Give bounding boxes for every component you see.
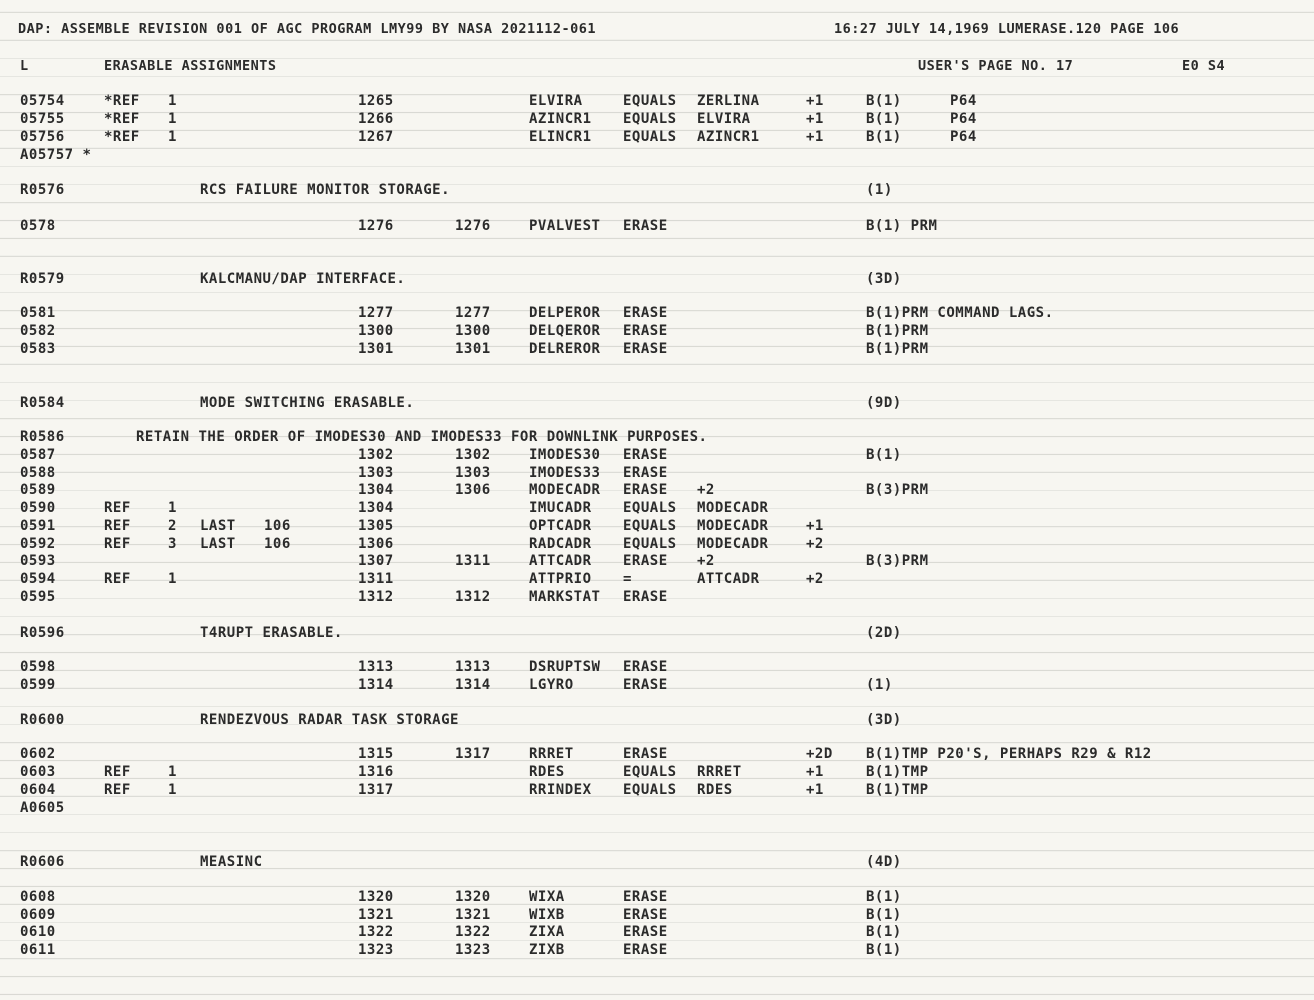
ref-marker: *REF (104, 129, 140, 145)
sequence-number: R0596 (20, 625, 65, 641)
end-address: 1312 (455, 589, 491, 605)
listing-row (0, 481, 1314, 499)
opcode: ERASE (623, 746, 668, 762)
address: 1306 (358, 536, 394, 552)
symbol-name: AZINCR1 (529, 111, 592, 127)
remark: B(3)PRM (866, 553, 929, 569)
end-address: 1323 (455, 942, 491, 958)
address: 1301 (358, 341, 394, 357)
address: 1316 (358, 764, 394, 780)
operand: ELVIRA (697, 111, 751, 127)
increment: +1 (806, 782, 824, 798)
page-header (0, 20, 1314, 38)
section-title: ERASABLE ASSIGNMENTS (104, 58, 277, 74)
symbol-name: IMODES30 (529, 447, 601, 463)
remark: (1) (866, 677, 893, 693)
sequence-number: 0581 (20, 305, 56, 321)
listing-row (0, 676, 1314, 694)
sequence-number: 0610 (20, 924, 56, 940)
opcode: ERASE (623, 323, 668, 339)
assembly-title: DAP: ASSEMBLE REVISION 001 OF AGC PROGRAM LMY99 BY NASA 2021112-061 (18, 21, 597, 37)
comment-row (0, 181, 1314, 199)
symbol-name: MODECADR (529, 482, 601, 498)
last-marker: LAST (200, 536, 236, 552)
comment-row (0, 270, 1314, 288)
symbol-name: OPTCADR (529, 518, 592, 534)
end-address: 1300 (455, 323, 491, 339)
ref-marker: *REF (104, 111, 140, 127)
ref-marker: REF (104, 764, 131, 780)
address: 1307 (358, 553, 394, 569)
symbol-name: DELQEROR (529, 323, 601, 339)
sequence-number: 0587 (20, 447, 56, 463)
end-address: 1302 (455, 447, 491, 463)
end-address: 1276 (455, 218, 491, 234)
increment: +2 (806, 536, 824, 552)
listing-row (0, 446, 1314, 464)
address: 1323 (358, 942, 394, 958)
opcode: ERASE (623, 465, 668, 481)
sequence-number: R0584 (20, 395, 65, 411)
size-note: (3D) (866, 712, 902, 728)
opcode: EQUALS (623, 500, 677, 516)
remark: B(1) (866, 924, 902, 940)
sequence-number: R0579 (20, 271, 65, 287)
sequence-number: 0578 (20, 218, 56, 234)
listing-row (0, 92, 1314, 110)
opcode: EQUALS (623, 93, 677, 109)
address: 1322 (358, 924, 394, 940)
listing-row (0, 906, 1314, 924)
symbol-name: RADCADR (529, 536, 592, 552)
symbol-name: PVALVEST (529, 218, 601, 234)
sequence-number: 0598 (20, 659, 56, 675)
listing-row (0, 552, 1314, 570)
symbol-name: DSRUPTSW (529, 659, 601, 675)
opcode: ERASE (623, 889, 668, 905)
sequence-number: 05754 (20, 93, 65, 109)
increment: +1 (806, 518, 824, 534)
end-address: 1301 (455, 341, 491, 357)
sequence-number: A05757 * (20, 147, 92, 163)
listing-row (0, 799, 1314, 817)
end-address: 1320 (455, 889, 491, 905)
program-tag: P64 (950, 129, 977, 145)
opcode: EQUALS (623, 518, 677, 534)
remark: B(1)PRM COMMAND LAGS. (866, 305, 1054, 321)
symbol-name: WIXB (529, 907, 565, 923)
comment-row (0, 428, 1314, 446)
sequence-number: R0600 (20, 712, 65, 728)
address: 1312 (358, 589, 394, 605)
end-address: 1303 (455, 465, 491, 481)
end-address: 1314 (455, 677, 491, 693)
listing-row (0, 570, 1314, 588)
remark: B(1) (866, 111, 902, 127)
remark: B(1) (866, 907, 902, 923)
sequence-number: 0588 (20, 465, 56, 481)
comment-text: RENDEZVOUS RADAR TASK STORAGE (200, 712, 459, 728)
listing-row (0, 888, 1314, 906)
ref-count: 1 (168, 111, 177, 127)
opcode: ERASE (623, 305, 668, 321)
ref-marker: REF (104, 782, 131, 798)
end-address: 1322 (455, 924, 491, 940)
end-address: 1306 (455, 482, 491, 498)
address: 1265 (358, 93, 394, 109)
comment-row (0, 394, 1314, 412)
sequence-number: 0595 (20, 589, 56, 605)
address: 1320 (358, 889, 394, 905)
ref-count: 1 (168, 571, 177, 587)
comment-text: T4RUPT ERASABLE. (200, 625, 343, 641)
program-tag: P64 (950, 93, 977, 109)
user-page-number: USER'S PAGE NO. 17 (918, 58, 1074, 74)
increment: +1 (806, 93, 824, 109)
operand: MODECADR (697, 518, 769, 534)
operand: +2 (697, 482, 715, 498)
listing-row (0, 128, 1314, 146)
listing-row (0, 340, 1314, 358)
opcode: ERASE (623, 553, 668, 569)
program-tag: P64 (950, 111, 977, 127)
remark: B(1) PRM (866, 218, 938, 234)
listing-row (0, 217, 1314, 235)
operand: MODECADR (697, 536, 769, 552)
remark: B(1)TMP P20'S, PERHAPS R29 & R12 (866, 746, 1152, 762)
sequence-number: 0611 (20, 942, 56, 958)
opcode: EQUALS (623, 536, 677, 552)
size-note: (2D) (866, 625, 902, 641)
symbol-name: LGYRO (529, 677, 574, 693)
sequence-number: 0593 (20, 553, 56, 569)
increment: +2D (806, 746, 833, 762)
end-address: 1317 (455, 746, 491, 762)
symbol-name: IMUCADR (529, 500, 592, 516)
operand: MODECADR (697, 500, 769, 516)
address: 1311 (358, 571, 394, 587)
ref-count: 1 (168, 782, 177, 798)
address: 1302 (358, 447, 394, 463)
listing-row (0, 588, 1314, 606)
ref-count: 1 (168, 129, 177, 145)
listing-row (0, 745, 1314, 763)
listing-row (0, 941, 1314, 959)
remark: B(1) (866, 889, 902, 905)
end-address: 1311 (455, 553, 491, 569)
operand: ATTCADR (697, 571, 760, 587)
sequence-number: 0591 (20, 518, 56, 534)
sequence-number: 0592 (20, 536, 56, 552)
remark: B(1) (866, 93, 902, 109)
address: 1315 (358, 746, 394, 762)
listing-row (0, 535, 1314, 553)
address: 1300 (358, 323, 394, 339)
opcode: ERASE (623, 218, 668, 234)
remark: B(1)TMP (866, 764, 929, 780)
address: 1277 (358, 305, 394, 321)
symbol-name: DELREROR (529, 341, 601, 357)
comment-text: RCS FAILURE MONITOR STORAGE. (200, 182, 451, 198)
remark: B(1)PRM (866, 341, 929, 357)
ref-marker: REF (104, 500, 131, 516)
symbol-name: RDES (529, 764, 565, 780)
comment-text: RETAIN THE ORDER OF IMODES30 AND IMODES33 FOR DOWNLINK PURPOSES. (136, 429, 708, 445)
size-note: (3D) (866, 271, 902, 287)
ref-count: 1 (168, 764, 177, 780)
sequence-number: 0599 (20, 677, 56, 693)
operand: RRRET (697, 764, 742, 780)
address: 1303 (358, 465, 394, 481)
listing-code: L (20, 58, 29, 74)
listing-row (0, 499, 1314, 517)
address: 1305 (358, 518, 394, 534)
comment-row (0, 711, 1314, 729)
sequence-number: 0609 (20, 907, 56, 923)
opcode: ERASE (623, 341, 668, 357)
listing-row (0, 517, 1314, 535)
sequence-number: R0606 (20, 854, 65, 870)
opcode: ERASE (623, 482, 668, 498)
ref-count: 2 (168, 518, 177, 534)
ref-marker: *REF (104, 93, 140, 109)
set-code: E0 S4 (1182, 58, 1226, 74)
symbol-name: ELVIRA (529, 93, 583, 109)
ref-marker: REF (104, 518, 131, 534)
address: 1313 (358, 659, 394, 675)
opcode: EQUALS (623, 129, 677, 145)
timestamp-page: 16:27 JULY 14,1969 LUMERASE.120 PAGE 106 (834, 21, 1180, 37)
address: 1304 (358, 500, 394, 516)
address: 1314 (358, 677, 394, 693)
sequence-number: 0589 (20, 482, 56, 498)
symbol-name: RRINDEX (529, 782, 592, 798)
opcode: ERASE (623, 589, 668, 605)
symbol-name: ZIXB (529, 942, 565, 958)
opcode: ERASE (623, 677, 668, 693)
listing-row (0, 781, 1314, 799)
end-address: 1321 (455, 907, 491, 923)
address: 1276 (358, 218, 394, 234)
sequence-number: 0608 (20, 889, 56, 905)
ref-count: 3 (168, 536, 177, 552)
sequence-number: R0576 (20, 182, 65, 198)
increment: +2 (806, 571, 824, 587)
symbol-name: MARKSTAT (529, 589, 601, 605)
comment-row (0, 853, 1314, 871)
sequence-number: 05756 (20, 129, 65, 145)
sequence-number: A0605 (20, 800, 65, 816)
opcode: ERASE (623, 659, 668, 675)
page-subheader (0, 57, 1314, 75)
remark: B(3)PRM (866, 482, 929, 498)
ref-count: 1 (168, 500, 177, 516)
increment: +1 (806, 129, 824, 145)
address: 1304 (358, 482, 394, 498)
symbol-name: ZIXA (529, 924, 565, 940)
opcode: EQUALS (623, 764, 677, 780)
symbol-name: WIXA (529, 889, 565, 905)
increment: +1 (806, 764, 824, 780)
ref-marker: REF (104, 536, 131, 552)
listing-row (0, 146, 1314, 164)
sequence-number: 0583 (20, 341, 56, 357)
symbol-name: ATTPRIO (529, 571, 592, 587)
comment-text: MEASINC (200, 854, 263, 870)
opcode: ERASE (623, 942, 668, 958)
increment: +1 (806, 111, 824, 127)
size-note: (4D) (866, 854, 902, 870)
operand: +2 (697, 553, 715, 569)
size-note: (9D) (866, 395, 902, 411)
listing-row (0, 658, 1314, 676)
comment-row (0, 624, 1314, 642)
sequence-number: 0603 (20, 764, 56, 780)
operand: AZINCR1 (697, 129, 760, 145)
size-note: (1) (866, 182, 893, 198)
remark: B(1)TMP (866, 782, 929, 798)
remark: B(1) (866, 447, 902, 463)
sequence-number: 0582 (20, 323, 56, 339)
symbol-name: RRRET (529, 746, 574, 762)
end-address: 1277 (455, 305, 491, 321)
address: 1266 (358, 111, 394, 127)
remark: B(1) (866, 129, 902, 145)
remark: B(1) (866, 942, 902, 958)
symbol-name: DELPEROR (529, 305, 601, 321)
opcode: = (623, 571, 632, 587)
listing-row (0, 923, 1314, 941)
sequence-number: 05755 (20, 111, 65, 127)
listing-row (0, 763, 1314, 781)
sequence-number: R0586 (20, 429, 65, 445)
opcode: EQUALS (623, 111, 677, 127)
opcode: ERASE (623, 924, 668, 940)
opcode: ERASE (623, 907, 668, 923)
opcode: ERASE (623, 447, 668, 463)
sequence-number: 0604 (20, 782, 56, 798)
end-address: 1313 (455, 659, 491, 675)
comment-text: MODE SWITCHING ERASABLE. (200, 395, 415, 411)
comment-text: KALCMANU/DAP INTERFACE. (200, 271, 406, 287)
remark: B(1)PRM (866, 323, 929, 339)
address: 1317 (358, 782, 394, 798)
sequence-number: 0602 (20, 746, 56, 762)
address: 1267 (358, 129, 394, 145)
listing-row (0, 110, 1314, 128)
operand: ZERLINA (697, 93, 760, 109)
listing-row (0, 304, 1314, 322)
ref-marker: REF (104, 571, 131, 587)
symbol-name: ATTCADR (529, 553, 592, 569)
sequence-number: 0590 (20, 500, 56, 516)
address: 1321 (358, 907, 394, 923)
last-page: 106 (264, 518, 291, 534)
symbol-name: ELINCR1 (529, 129, 592, 145)
opcode: EQUALS (623, 782, 677, 798)
listing-row (0, 322, 1314, 340)
last-page: 106 (264, 536, 291, 552)
symbol-name: IMODES33 (529, 465, 601, 481)
ref-count: 1 (168, 93, 177, 109)
operand: RDES (697, 782, 733, 798)
sequence-number: 0594 (20, 571, 56, 587)
last-marker: LAST (200, 518, 236, 534)
listing-row (0, 464, 1314, 482)
